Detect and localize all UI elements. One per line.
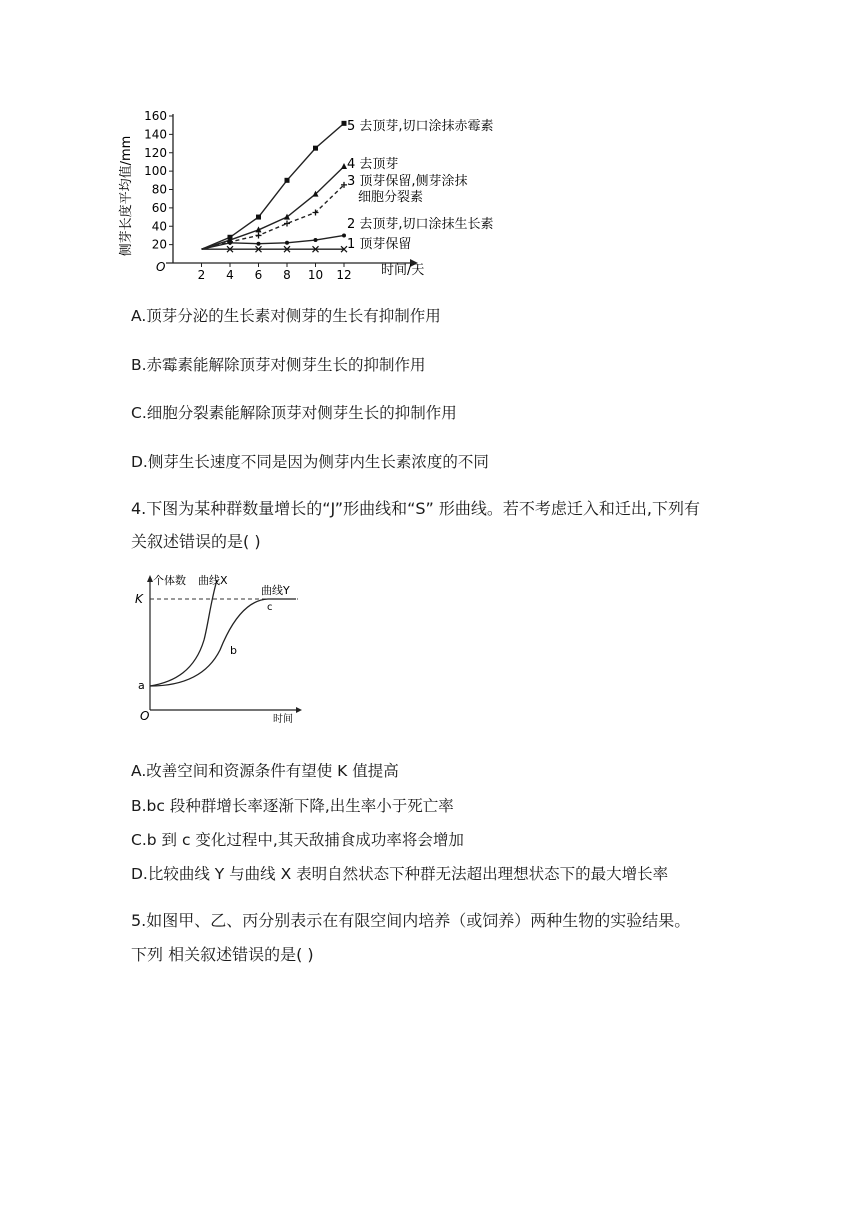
q4-option-c: C.b 到 c 变化过程中,其天敌捕食成功率将会增加	[131, 831, 464, 849]
series-label-2: 2 去顶芽,切口涂抹生长素	[347, 217, 494, 232]
y-tick-label: 60	[151, 200, 167, 215]
series-label-4: 4 去顶芽	[347, 157, 399, 172]
x-tick-label: 12	[336, 268, 352, 282]
series-label-3b: 细胞分裂素	[358, 190, 424, 205]
y-tick-label: 120	[144, 145, 167, 160]
fig2-point-c: c	[267, 602, 273, 613]
curve-x-line	[150, 580, 217, 686]
series-label-1: 1 顶芽保留	[347, 237, 412, 252]
series-2-point	[314, 238, 318, 242]
fig2-k-label: K	[135, 592, 143, 606]
series-2-point	[285, 241, 289, 245]
series-2-point	[257, 242, 261, 246]
population-curve-chart	[130, 570, 310, 730]
fig2-ylabel: 个体数	[153, 574, 186, 587]
x-tick-label: 4	[226, 268, 234, 282]
series-4-point	[284, 214, 290, 220]
fig2-origin: O	[140, 709, 150, 723]
fig2-curve-y-label: 曲线Y	[261, 584, 290, 597]
q3-option-c: C.细胞分裂素能解除顶芽对侧芽生长的抑制作用	[131, 404, 457, 422]
fig2-point-b: b	[230, 644, 237, 657]
fig2-xlabel: 时间	[273, 714, 293, 725]
x-tick-label: 2	[197, 268, 206, 282]
q4-option-d: D.比较曲线 Y 与曲线 X 表明自然状态下种群无法超出理想状态下的最大增长率	[131, 865, 669, 883]
series-3-point	[313, 209, 319, 215]
chart1-ylabel: 侧芽长度平均值/mm	[119, 135, 134, 257]
series-line-4	[202, 167, 345, 250]
y-tick-label: 100	[144, 164, 167, 179]
series-5-point	[256, 215, 261, 220]
q5-stem-line2: 下列 相关叙述错误的是( )	[131, 945, 314, 964]
series-2-point	[228, 241, 232, 245]
curve-y-line	[150, 599, 296, 686]
series-3-point	[284, 220, 290, 226]
q3-option-b: B.赤霉素能解除顶芽对侧芽生长的抑制作用	[131, 356, 426, 374]
x-tick-label: 8	[283, 268, 291, 282]
series-label-3: 3 顶芽保留,侧芽涂抹	[347, 174, 468, 189]
series-3-point	[256, 232, 262, 238]
q4-option-b: B.bc 段种群增长率逐渐下降,出生率小于死亡率	[131, 797, 454, 815]
chart1-origin: O	[156, 260, 166, 274]
x-tick-label: 6	[254, 268, 263, 282]
series-label-5: 5 去顶芽,切口涂抹赤霉素	[347, 119, 494, 134]
series-5-point	[285, 178, 290, 183]
q3-option-a: A.顶芽分泌的生长素对侧芽的生长有抑制作用	[131, 307, 441, 325]
chart1-xlabel: 时间/天	[381, 263, 425, 278]
y-tick-label: 160	[144, 109, 167, 123]
q4-option-a: A.改善空间和资源条件有望使 K 值提高	[131, 762, 399, 780]
y-tick-label: 80	[151, 182, 167, 197]
series-5-point	[313, 146, 318, 151]
bud-growth-chart	[118, 108, 518, 283]
y-tick-label: 140	[144, 127, 167, 142]
series-2-point	[342, 233, 346, 237]
y-tick-label: 40	[151, 219, 167, 234]
q3-option-d: D.侧芽生长速度不同是因为侧芽内生长素浓度的不同	[131, 453, 489, 471]
q4-stem-line1: 4.下图为某种群数量增长的“J”形曲线和“S” 形曲线。若不考虑迁入和迁出,下列有	[131, 499, 700, 518]
series-5-point	[342, 121, 347, 126]
q4-stem-line2: 关叙述错误的是( )	[131, 532, 261, 551]
q5-stem-line1: 5.如图甲、乙、丙分别表示在有限空间内培养（或饲养）两种生物的实验结果。	[131, 911, 691, 930]
fig2-point-a: a	[138, 679, 145, 692]
fig2-curve-x-label: 曲线X	[198, 574, 228, 587]
y-tick-label: 20	[151, 237, 167, 252]
x-tick-label: 10	[307, 268, 324, 282]
